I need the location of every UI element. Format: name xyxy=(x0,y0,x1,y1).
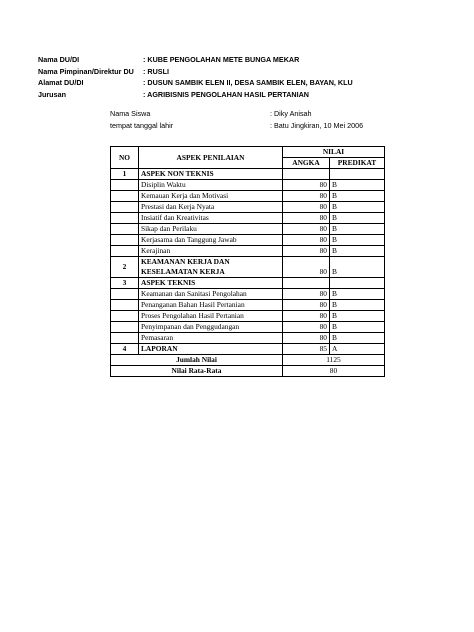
empty-cell xyxy=(111,235,139,246)
item-predikat: B xyxy=(330,322,385,333)
grade-table xyxy=(110,146,385,377)
item-predikat: B xyxy=(330,191,385,202)
header-label: Alamat DU/DI xyxy=(38,78,84,87)
item-angka: 80 xyxy=(283,333,330,344)
table-row xyxy=(111,322,385,333)
table-header-row xyxy=(111,147,385,158)
empty-cell xyxy=(111,213,139,224)
item-angka: 80 xyxy=(283,180,330,191)
section-row xyxy=(111,278,385,289)
header-row-alamat xyxy=(38,77,353,89)
item-angka: 80 xyxy=(283,300,330,311)
table-row xyxy=(111,224,385,235)
table-row xyxy=(111,180,385,191)
item-predikat: B xyxy=(330,333,385,344)
item-angka: 80 xyxy=(283,311,330,322)
item-angka: 80 xyxy=(283,224,330,235)
header-block xyxy=(38,54,353,100)
student-label: Nama Siswa xyxy=(110,109,151,118)
item-name: Penyimpanan dan Penggudangan xyxy=(139,322,283,333)
header-row-pimpinan xyxy=(38,66,353,78)
col-aspek-header: ASPEK PENILAIAN xyxy=(139,147,283,169)
empty-cell xyxy=(111,180,139,191)
header-row-jurusan xyxy=(38,89,353,101)
section-no: 1 xyxy=(111,169,139,180)
header-value: : KUBE PENGOLAHAN METE BUNGA MEKAR xyxy=(143,55,300,64)
jumlah-label: Jumlah Nilai xyxy=(111,355,283,366)
item-angka: 85 xyxy=(283,344,330,355)
empty-cell xyxy=(111,191,139,202)
empty-cell xyxy=(111,246,139,257)
col-no-header: NO xyxy=(111,147,139,169)
item-name: Insiatif dan Kreativitas xyxy=(139,213,283,224)
item-angka: 80 xyxy=(283,235,330,246)
item-predikat: B xyxy=(330,300,385,311)
header-value: : RUSLI xyxy=(143,66,169,76)
rata-value: 80 xyxy=(283,366,385,377)
empty-cell xyxy=(111,311,139,322)
item-name: Kerjasama dan Tanggung Jawab xyxy=(139,235,283,246)
item-predikat: A xyxy=(330,344,385,355)
empty-cell xyxy=(111,333,139,344)
item-name: Penanganan Bahan Hasil Pertanian xyxy=(139,300,283,311)
empty-cell xyxy=(330,278,385,289)
empty-cell xyxy=(283,169,330,180)
table-row xyxy=(111,246,385,257)
item-predikat: B xyxy=(330,246,385,257)
header-label: Nama Pimpinan/Direktur DU xyxy=(38,66,134,76)
student-value: : Batu Jingkiran, 10 Mei 2006 xyxy=(270,121,364,130)
item-name: Sikap dan Perilaku xyxy=(139,224,283,235)
student-label: tempat tanggal lahir xyxy=(110,121,174,130)
table-row xyxy=(111,235,385,246)
section-title: ASPEK NON TEKNIS xyxy=(139,169,283,180)
student-value: : Diky Anisah xyxy=(270,109,312,118)
header-value: : AGRIBISNIS PENGOLAHAN HASIL PERTANIAN xyxy=(143,89,309,99)
rata-label: Nilai Rata-Rata xyxy=(111,366,283,377)
table-row xyxy=(111,300,385,311)
empty-cell xyxy=(111,224,139,235)
section-title: ASPEK TEKNIS xyxy=(139,278,283,289)
table-row xyxy=(111,289,385,300)
item-name: Proses Pengolahan Hasil Pertanian xyxy=(139,311,283,322)
col-angka-header: ANGKA xyxy=(283,158,330,169)
section-title: KEAMANAN KERJA DAN KESELAMATAN KERJA xyxy=(139,257,283,278)
section-row xyxy=(111,257,385,278)
empty-cell xyxy=(330,169,385,180)
section-row xyxy=(111,344,385,355)
empty-cell xyxy=(111,322,139,333)
item-predikat: B xyxy=(330,311,385,322)
table-row xyxy=(111,202,385,213)
item-predikat: B xyxy=(330,257,385,278)
student-row-birth xyxy=(110,120,363,132)
section-title: LAPORAN xyxy=(139,344,283,355)
section-no: 3 xyxy=(111,278,139,289)
item-angka: 80 xyxy=(283,202,330,213)
item-angka: 80 xyxy=(283,191,330,202)
item-name: Prestasi dan Kerja Nyata xyxy=(139,202,283,213)
empty-cell xyxy=(283,278,330,289)
header-label: Nama DU/DI xyxy=(38,55,80,64)
item-predikat: B xyxy=(330,213,385,224)
item-angka: 80 xyxy=(283,257,330,278)
item-angka: 80 xyxy=(283,289,330,300)
item-predikat: B xyxy=(330,180,385,191)
table-row xyxy=(111,333,385,344)
empty-cell xyxy=(111,289,139,300)
header-row-dudi xyxy=(38,54,353,66)
item-name: Keamanan dan Sanitasi Pengolahan xyxy=(139,289,283,300)
item-predikat: B xyxy=(330,202,385,213)
item-angka: 80 xyxy=(283,322,330,333)
item-predikat: B xyxy=(330,289,385,300)
item-angka: 80 xyxy=(283,246,330,257)
section-no: 4 xyxy=(111,344,139,355)
jumlah-value: 1125 xyxy=(283,355,385,366)
empty-cell xyxy=(111,202,139,213)
table-row xyxy=(111,311,385,322)
header-value: : DUSUN SAMBIK ELEN II, DESA SAMBIK ELEN, BAYAN, KLU xyxy=(143,78,353,87)
student-row-name xyxy=(110,108,363,120)
empty-cell xyxy=(111,300,139,311)
item-name: Kerajinan xyxy=(139,246,283,257)
col-predikat-header: PREDIKAT xyxy=(330,158,385,169)
section-no: 2 xyxy=(111,257,139,278)
item-predikat: B xyxy=(330,235,385,246)
item-name: Kemauan Kerja dan Motivasi xyxy=(139,191,283,202)
total-row xyxy=(111,355,385,366)
item-name: Pemasaran xyxy=(139,333,283,344)
average-row xyxy=(111,366,385,377)
item-predikat: B xyxy=(330,224,385,235)
table-row xyxy=(111,191,385,202)
section-row xyxy=(111,169,385,180)
header-label: Jurusan xyxy=(38,89,66,99)
student-block xyxy=(110,108,363,132)
item-angka: 80 xyxy=(283,213,330,224)
table-row xyxy=(111,213,385,224)
col-nilai-header: NILAI xyxy=(283,147,385,158)
item-name: Disiplin Waktu xyxy=(139,180,283,191)
